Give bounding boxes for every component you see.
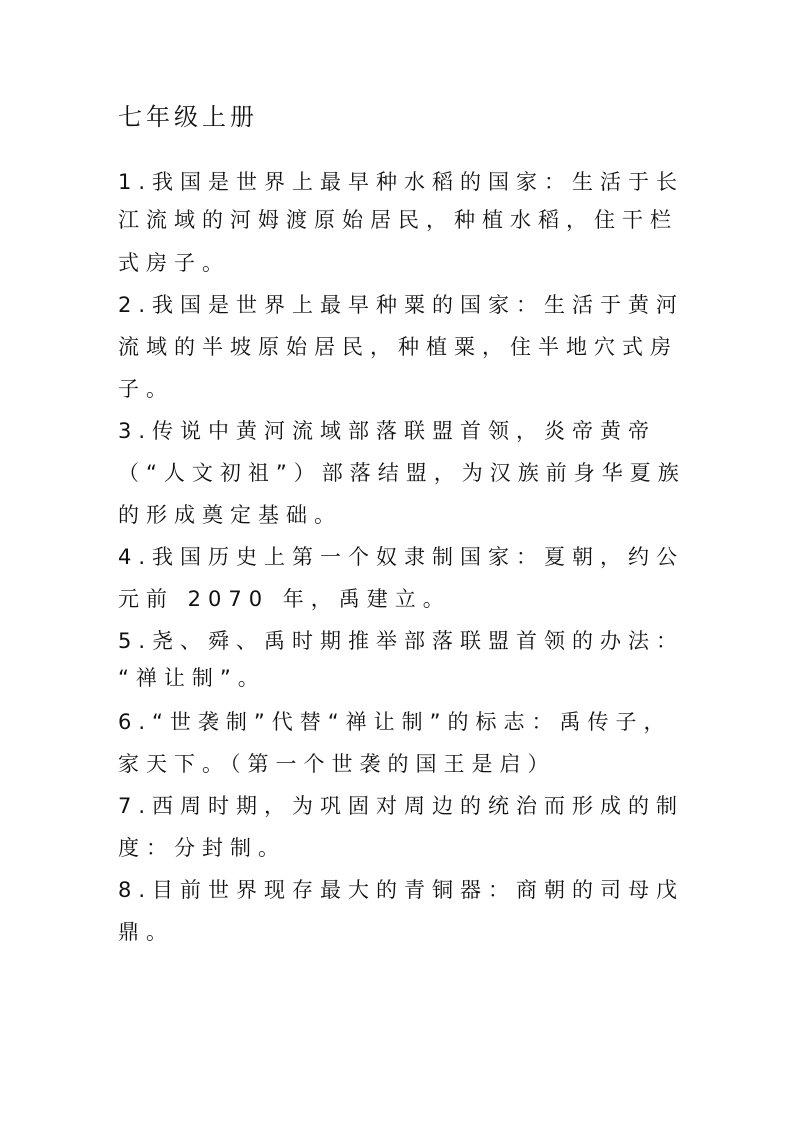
text-line: 家天下。（第一个世袭的国王是启） xyxy=(118,752,556,776)
text-line: 度：分封制。 xyxy=(118,836,286,860)
text-line: 鼎。 xyxy=(118,920,174,944)
text-line: 流域的半坡原始居民，种植粟，住半地穴式房 xyxy=(118,335,678,359)
text-line: 8.目前世界现存最大的青铜器：商朝的司母戊 xyxy=(118,878,685,902)
text-line: 子。 xyxy=(118,377,174,401)
text-line: 2.我国是世界上最早种粟的国家：生活于黄河 xyxy=(118,293,685,317)
text-line: 式房子。 xyxy=(118,251,230,275)
text-line: （“人文初祖”）部落结盟，为汉族前身华夏族 xyxy=(118,461,686,485)
text-line: 3.传说中黄河流域部落联盟首领，炎帝黄帝 xyxy=(118,419,657,443)
text-line: 江流域的河姆渡原始居民，种植水稻，住干栏 xyxy=(118,208,678,232)
text-line: 元前 2070 年，禹建立。 xyxy=(118,587,451,611)
text-line: 5.尧、舜、禹时期推举部落联盟首领的办法： xyxy=(118,629,685,653)
text-line: 6.“世袭制”代替“禅让制”的标志：禹传子， xyxy=(118,710,672,734)
text-line: “禅让制”。 xyxy=(118,666,266,690)
text-line: 4.我国历史上第一个奴隶制国家：夏朝，约公 xyxy=(118,545,685,569)
text-line: 1.我国是世界上最早种水稻的国家：生活于长 xyxy=(118,170,685,194)
text-line: 7.西周时期，为巩固对周边的统治而形成的制 xyxy=(118,794,685,818)
page-title: 七年级上册 xyxy=(118,103,258,131)
text-line: 的形成奠定基础。 xyxy=(118,503,342,527)
